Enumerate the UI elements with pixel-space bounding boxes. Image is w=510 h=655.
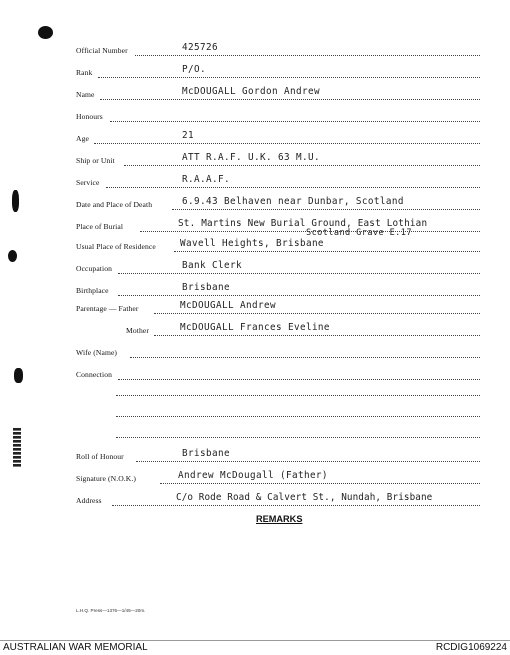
dotted-line bbox=[136, 461, 480, 462]
dotted-line bbox=[135, 55, 480, 56]
field-value: Brisbane bbox=[182, 282, 230, 293]
connection-blank-line bbox=[116, 416, 480, 417]
field-roll-of-honour bbox=[0, 446, 510, 466]
field-value: 6.9.43 Belhaven near Dunbar, Scotland bbox=[182, 196, 404, 207]
dotted-line bbox=[160, 483, 480, 484]
field-label: Age bbox=[76, 134, 89, 143]
dotted-line bbox=[112, 505, 480, 506]
field-label: Connection bbox=[76, 370, 113, 379]
punch-hole-top bbox=[38, 26, 53, 39]
field-label: Birthplace bbox=[76, 286, 109, 295]
field-place-of-burial bbox=[0, 216, 510, 236]
field-label: Signature (N.O.K.) bbox=[76, 474, 137, 483]
field-value: Andrew McDougall (Father) bbox=[178, 470, 328, 481]
field-value: Bank Clerk bbox=[182, 260, 242, 271]
field-ship-or-unit bbox=[0, 150, 510, 170]
field-service bbox=[0, 172, 510, 192]
field-label: Address bbox=[76, 496, 102, 505]
dotted-line bbox=[98, 77, 480, 78]
dotted-line bbox=[172, 209, 480, 210]
field-value: ATT R.A.F. U.K. 63 M.U. bbox=[182, 152, 320, 163]
field-label: Ship or Unit bbox=[76, 156, 115, 165]
field-signature-nok bbox=[0, 468, 510, 488]
field-label: Place of Burial bbox=[76, 222, 124, 231]
field-mother bbox=[0, 320, 510, 340]
field-value: 425726 bbox=[182, 42, 218, 53]
field-value: Wavell Heights, Brisbane bbox=[180, 238, 324, 249]
field-value: Brisbane bbox=[182, 448, 230, 459]
dotted-line bbox=[130, 357, 480, 358]
field-wife bbox=[0, 342, 510, 362]
field-connection bbox=[0, 364, 510, 384]
field-age bbox=[0, 128, 510, 148]
field-value: C/o Rode Road & Calvert St., Nundah, Brisbane bbox=[176, 492, 433, 503]
printer-imprint: L.H.Q. Press—1376—1/45—20m. bbox=[76, 608, 146, 613]
footer-record-id: RCDIG1069224 bbox=[435, 642, 507, 653]
field-value: McDOUGALL Frances Eveline bbox=[180, 322, 330, 333]
field-official-number bbox=[0, 40, 510, 60]
field-occupation bbox=[0, 258, 510, 278]
field-rank bbox=[0, 62, 510, 82]
field-label: Occupation bbox=[76, 264, 113, 273]
footer-institution: AUSTRALIAN WAR MEMORIAL bbox=[3, 642, 148, 653]
dotted-line bbox=[154, 335, 480, 336]
field-date-place-of-death bbox=[0, 194, 510, 214]
dotted-line bbox=[118, 295, 480, 296]
field-label: Parentage — Father bbox=[76, 304, 139, 313]
field-value: St. Martins New Burial Ground, East Lothian bbox=[178, 218, 428, 229]
field-value: 21 bbox=[182, 130, 194, 141]
dotted-line bbox=[94, 143, 480, 144]
field-label: Roll of Honour bbox=[76, 452, 124, 461]
archive-footer bbox=[0, 640, 510, 655]
field-value: P/O. bbox=[182, 64, 206, 75]
connection-blank-line bbox=[116, 437, 480, 438]
connection-blank-line bbox=[116, 395, 480, 396]
dotted-line bbox=[118, 273, 480, 274]
field-label: Service bbox=[76, 178, 100, 187]
dotted-line bbox=[100, 99, 480, 100]
field-value: R.A.A.F. bbox=[182, 174, 230, 185]
field-label: Date and Place of Death bbox=[76, 200, 153, 209]
field-label: Name bbox=[76, 90, 95, 99]
dotted-line bbox=[106, 187, 480, 188]
field-usual-residence bbox=[0, 236, 510, 256]
field-address bbox=[0, 490, 510, 510]
field-value-continued: Scotland Grave E.17 bbox=[306, 228, 412, 238]
field-label: Mother bbox=[126, 326, 149, 335]
field-honours bbox=[0, 106, 510, 126]
field-value: McDOUGALL Andrew bbox=[180, 300, 276, 311]
field-label: Usual Place of Residence bbox=[76, 242, 156, 251]
remarks-heading: REMARKS bbox=[256, 514, 303, 524]
dotted-line bbox=[174, 251, 480, 252]
field-label: Honours bbox=[76, 112, 103, 121]
field-value: McDOUGALL Gordon Andrew bbox=[182, 86, 320, 97]
dotted-line bbox=[110, 121, 480, 122]
field-birthplace bbox=[0, 280, 510, 300]
field-label: Wife (Name) bbox=[76, 348, 118, 357]
field-father bbox=[0, 298, 510, 318]
dotted-line bbox=[118, 379, 480, 380]
field-label: Rank bbox=[76, 68, 93, 77]
dotted-line bbox=[124, 165, 480, 166]
dotted-line bbox=[154, 313, 480, 314]
field-name bbox=[0, 84, 510, 104]
field-label: Official Number bbox=[76, 46, 128, 55]
